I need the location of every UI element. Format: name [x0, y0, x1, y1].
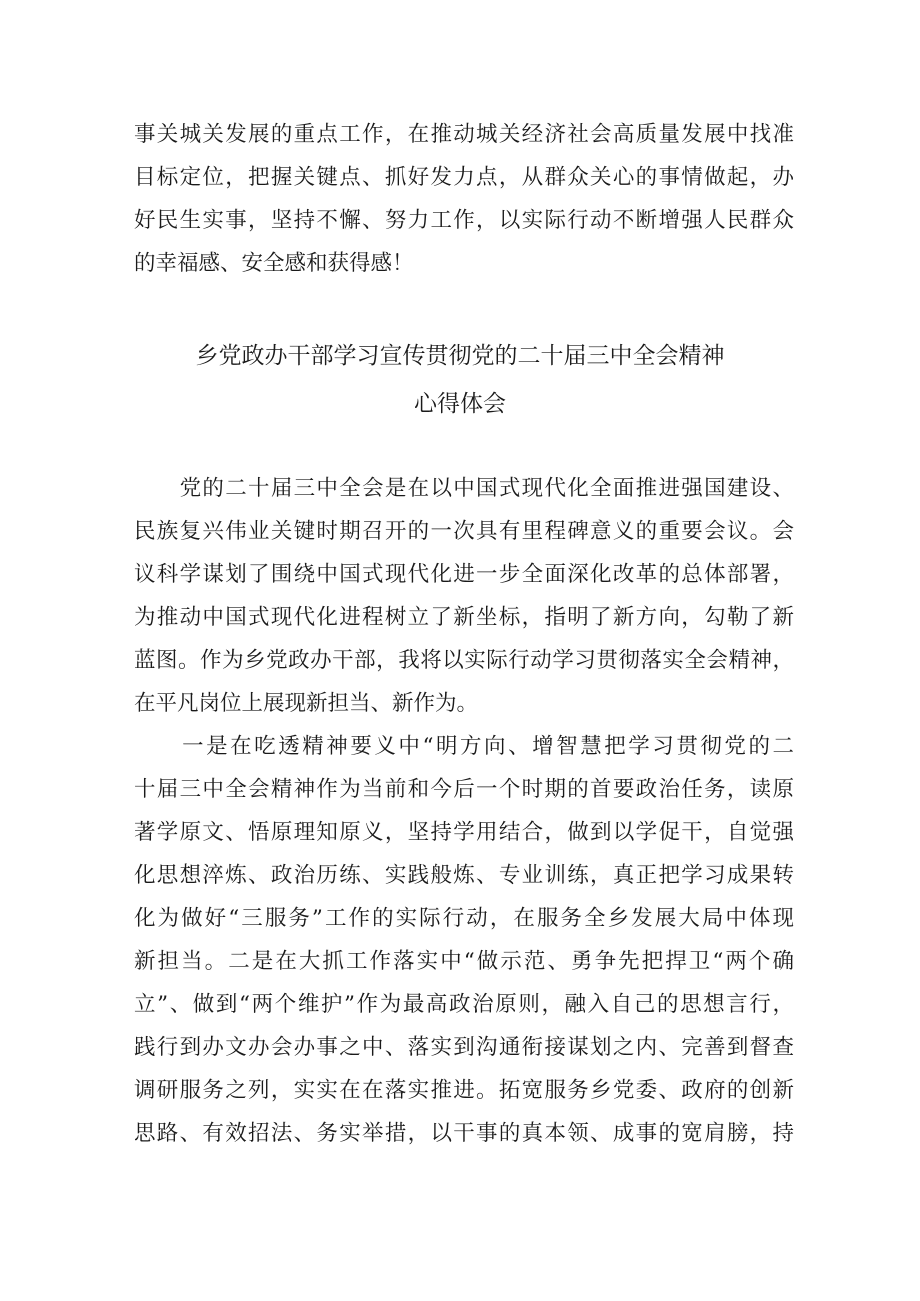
paragraph-line: 践行到办文办会办事之中、落实到沟通衔接谋划之内、完善到督查: [134, 1035, 794, 1060]
paragraph-line: 化思想淬炼、政治历练、实践般炼、专业训练，真正把学习成果转: [134, 863, 794, 888]
paragraph-line: 党的二十届三中全会是在以中国式现代化全面推进强国建设、: [134, 476, 794, 501]
paragraph-line: 著学原文、悟原理知原义，坚持学用结合，做到以学促干，自觉强: [134, 820, 794, 845]
paragraph-line: 新担当。二是在大抓工作落实中“做示范、勇争先把捍卫“两个确: [134, 949, 794, 974]
continuation-line: 的幸福感、安全感和获得感！: [134, 251, 414, 276]
continuation-line: 好民生实事，坚持不懈、努力工作，以实际行动不断增强人民群众: [134, 208, 794, 233]
continuation-line: 事关城关发展的重点工作，在推动城关经济社会高质量发展中找准: [134, 122, 794, 147]
paragraph-line: 思路、有效招法、务实举措，以干事的真本领、成事的宽肩膀，持: [134, 1121, 794, 1146]
paragraph-line: 调研服务之列，实实在在落实推进。拓宽服务乡党委、政府的创新: [134, 1078, 794, 1103]
paragraph-line: 在平凡岗位上展现新担当、新作为。: [134, 691, 479, 716]
paragraph-line: 蓝图。作为乡党政办干部，我将以实际行动学习贯彻落实全会精神，: [134, 648, 794, 673]
paragraph-line: 民族复兴伟业关键时期召开的一次具有里程碑意义的重要会议。会: [134, 519, 794, 544]
continuation-line: 目标定位，把握关键点、抓好发力点，从群众关心的事情做起，办: [134, 165, 794, 190]
paragraph-line: 议科学谋划了围绕中国式现代化进一步全面深化改革的总体部署，: [134, 562, 794, 587]
paragraph-line: 十届三中全会精神作为当前和今后一个时期的首要政治任务，读原: [134, 777, 794, 802]
paragraph-line: 化为做好“三服务”工作的实际行动，在服务全乡发展大局中体现: [134, 906, 794, 931]
paragraph-line: 一是在吃透精神要义中“明方向、增智慧把学习贯彻党的二: [134, 734, 794, 759]
paragraph-line: 立”、做到“两个维护”作为最高政治原则，融入自己的思想言行，: [134, 992, 794, 1017]
paragraph-line: 为推动中国式现代化进程树立了新坐标，指明了新方向，勾勒了新: [134, 605, 794, 630]
article-title-line2: 心得体会: [414, 391, 506, 417]
article-title-line1: 乡党政办干部学习宣传贯彻党的二十届三中全会精神: [195, 343, 725, 369]
